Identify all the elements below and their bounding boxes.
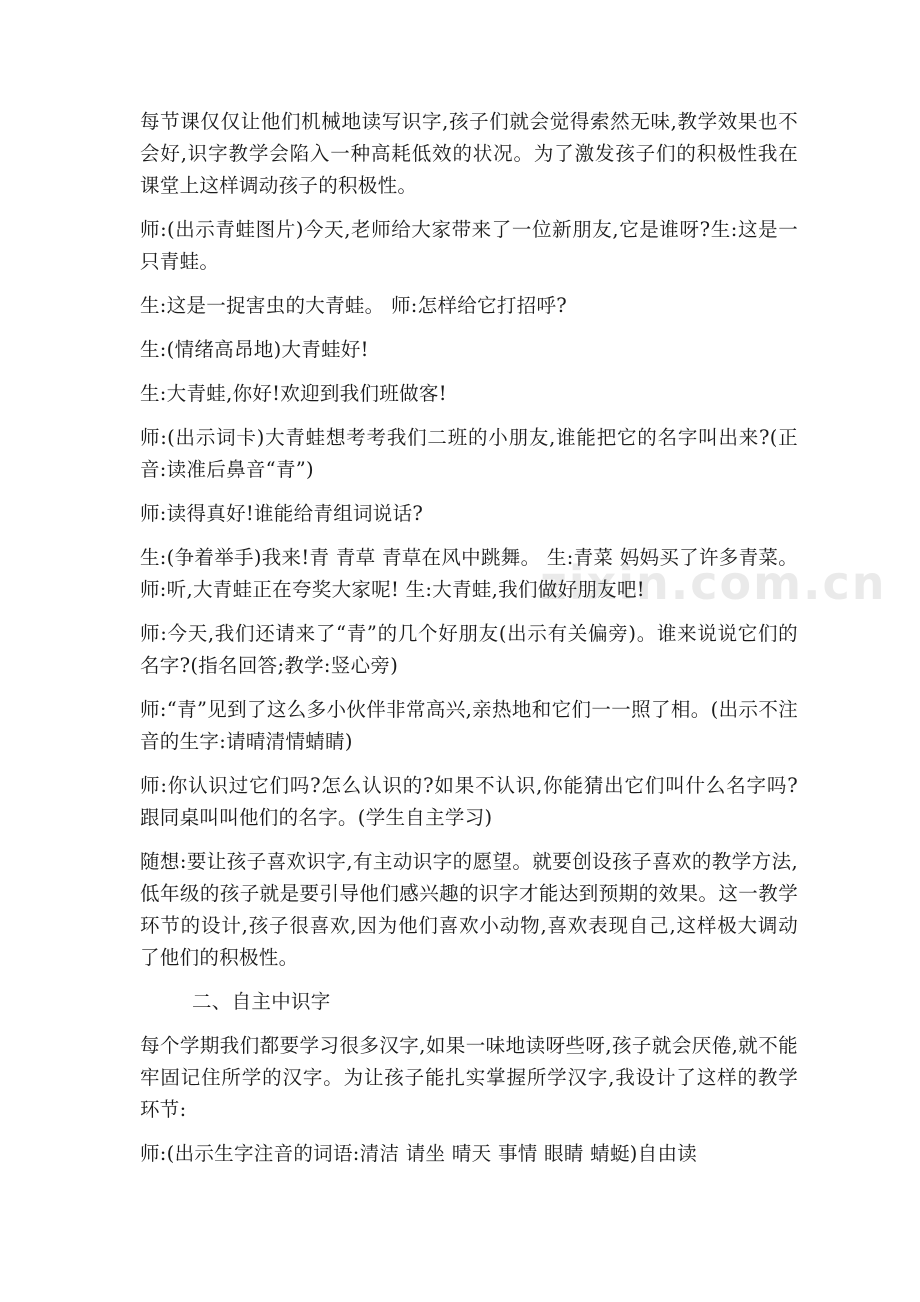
paragraph-dialogue: 师:(出示生字注音的词语:清洁 请坐 晴天 事情 眼睛 蜻蜓)自由读 <box>140 1142 698 1165</box>
section-heading: 二、自主中识字 <box>192 990 331 1013</box>
paragraph-dialogue: 生:大青蛙,你好!欢迎到我们班做客! <box>140 382 447 405</box>
paragraph-dialogue: 生:(争着举手)我来!青 青草 青草在风中跳舞。 生:青菜 妈妈买了许多青菜。 师:听,大青蛙正在夸奖大家呢! 生:大青蛙,我们做好朋友吧! <box>140 546 798 601</box>
paragraph-intro: 每节课仅仅让他们机械地读写识字,孩子们就会觉得索然无味,教学效果也不会好,识字教学会陷入一种高耗低效的状况。为了激发孩子们的积极性我在课堂上这样调动孩子的积极性。 <box>140 110 798 197</box>
paragraph-dialogue: 生:(情绪高昂地)大青蛙好! <box>140 338 369 361</box>
document-body <box>140 106 798 1182</box>
paragraph-dialogue: 生:这是一捉害虫的大青蛙。 师:怎样给它打招呼? <box>140 294 567 317</box>
paragraph-reflection: 随想:要让孩子喜欢识字,有主动识字的愿望。就要创设孩子喜欢的教学方法,低年级的孩子就是要引导他们感兴趣的识字才能达到预期的效果。这一教学环节的设计,孩子很喜欢,因为他们喜欢小动物,喜欢表现自己,这样极大调动了他们的积极性。 <box>140 850 798 969</box>
paragraph-dialogue: 师:你认识过它们吗?怎么认识的?如果不认识,你能猜出它们叫什么名字吗?跟同桌叫叫他们的名字。(学生自主学习) <box>140 774 798 829</box>
watermark: zixin.com.cn <box>540 556 887 610</box>
paragraph-dialogue: 师:“青”见到了这么多小伙伴非常高兴,亲热地和它们一一照了相。(出示不注音的生字:请晴清情蜻睛) <box>140 698 798 753</box>
paragraph-dialogue: 师:今天,我们还请来了“青”的几个好朋友(出示有关偏旁)。谁来说说它们的名字?(指名回答;教学:竖心旁) <box>140 622 798 677</box>
paragraph-dialogue: 师:(出示词卡)大青蛙想考考我们二班的小朋友,谁能把它的名字叫出来?(正音:读准后鼻音“青”) <box>140 426 798 481</box>
paragraph-section-intro: 每个学期我们都要学习很多汉字,如果一味地读呀些呀,孩子就会厌倦,就不能牢固记住所学的汉字。为让孩子能扎实掌握所学汉字,我设计了这样的教学环节: <box>140 1034 798 1121</box>
paragraph-dialogue: 师:(出示青蛙图片)今天,老师给大家带来了一位新朋友,它是谁呀?生:这是一只青蛙。 <box>140 218 798 273</box>
paragraph-dialogue: 师:读得真好!谁能给青组词说话? <box>140 502 424 525</box>
